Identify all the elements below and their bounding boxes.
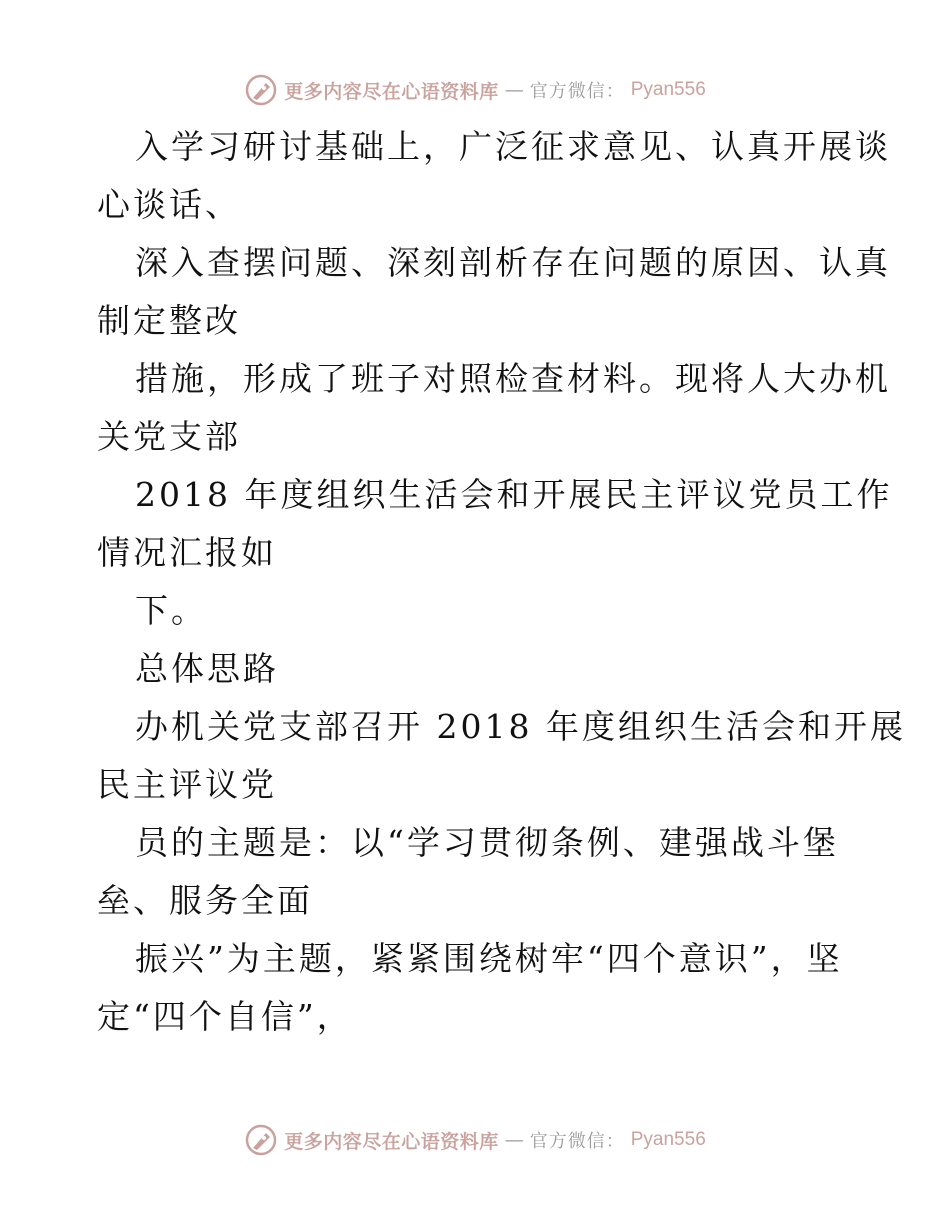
body-line-4: 制定整改	[97, 301, 241, 340]
body-line-1: 入学习研讨基础上，广泛征求意见、认真开展谈	[135, 127, 891, 166]
watermark-site-text: 更多内容尽在心语资料库	[284, 80, 499, 103]
section-heading: 总体思路	[135, 649, 279, 688]
body-line-15: 振兴”为主题，紧紧围绕树牢“四个意识”，坚	[135, 939, 843, 978]
body-line-8: 情况汇报如	[97, 533, 277, 572]
body-line-5: 措施，形成了班子对照检查材料。现将人大办机	[135, 359, 891, 398]
watermark-official-label: 官方微信：	[529, 81, 625, 102]
watermark-account-id: Pyan556	[630, 1129, 706, 1150]
header-watermark	[0, 70, 950, 110]
body-line-11: 办机关党支部召开 2018 年度组织生活会和开展	[135, 707, 906, 746]
body-line-9: 下。	[135, 591, 207, 630]
footer-watermark	[0, 1120, 950, 1160]
body-line-14: 垒、服务全面	[97, 881, 313, 920]
body-line-3: 深入查摆问题、深刻剖析存在问题的原因、认真	[135, 243, 891, 282]
watermark-account-id: Pyan556	[630, 79, 706, 100]
watermark-site-text: 更多内容尽在心语资料库	[284, 1130, 499, 1153]
body-line-16: 定“四个自信”，	[97, 997, 353, 1036]
body-line-7: 2018 年度组织生活会和开展民主评议党员工作	[135, 475, 893, 514]
watermark-dash: —	[504, 79, 524, 101]
body-line-6: 关党支部	[97, 417, 241, 456]
watermark-dash: —	[504, 1129, 524, 1151]
body-line-2: 心谈话、	[97, 185, 241, 224]
document-body	[97, 118, 906, 1046]
body-line-12: 民主评议党	[97, 765, 277, 804]
body-line-13: 员的主题是：以“学习贯彻条例、建强战斗堡	[135, 823, 839, 862]
watermark-official-label: 官方微信：	[529, 1131, 625, 1152]
pen-nib-logo-icon	[244, 73, 278, 107]
pen-nib-logo-icon	[244, 1123, 278, 1157]
